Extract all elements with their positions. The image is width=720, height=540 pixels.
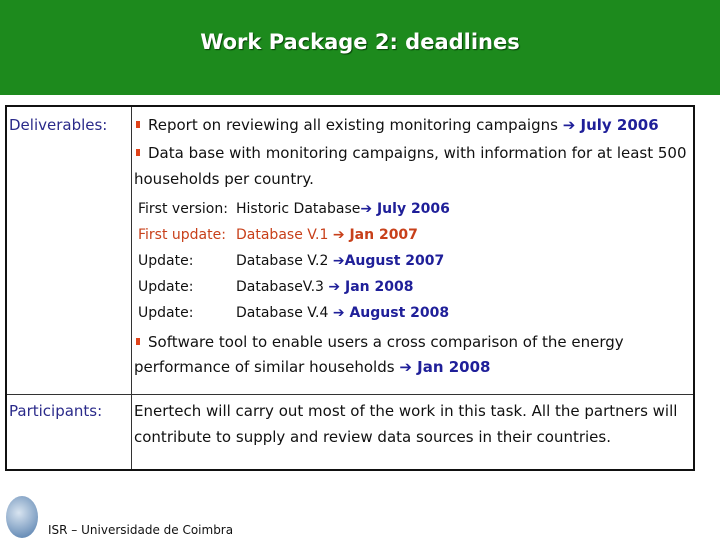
participants-text-2: contribute to supply and review data sources in their countries. <box>134 428 611 446</box>
participants-text-1: Enertech will carry out most of the work in this task. All the partners will <box>134 402 678 420</box>
bullet-icon <box>136 121 140 128</box>
arrow-icon: ➔ <box>399 358 418 376</box>
participants-label: Participants: <box>9 402 103 420</box>
arrow-icon: ➔ <box>332 305 350 321</box>
version-row: Update: Database V.2 ➔August 2007 <box>138 253 445 269</box>
version-row: First update: Database V.1 ➔ Jan 2007 <box>138 227 418 243</box>
deliverable-3-cont: performance of similar households ➔ Jan 2008 <box>134 358 491 376</box>
deadlines-table <box>5 105 695 471</box>
bullet-icon <box>136 338 140 345</box>
version-row: Update: Database V.4 ➔ August 2008 <box>138 305 450 321</box>
row-divider <box>7 394 693 395</box>
deliverable-2-cont: households per country. <box>134 170 314 188</box>
column-divider <box>131 107 132 469</box>
arrow-icon: ➔ <box>332 253 345 269</box>
version-row: First version: Historic Database➔ July 2006 <box>138 201 450 217</box>
deliverable-2: Data base with monitoring campaigns, with information for at least 500 <box>136 144 687 162</box>
arrow-icon: ➔ <box>332 227 350 243</box>
deliverable-3: Software tool to enable users a cross comparison of the energy <box>136 333 624 351</box>
version-row: Update: DatabaseV.3 ➔ Jan 2008 <box>138 279 414 295</box>
arrow-icon: ➔ <box>360 201 377 217</box>
deliverable-1: Report on reviewing all existing monitoring campaigns ➔ July 2006 <box>136 116 659 134</box>
arrow-icon: ➔ <box>328 279 345 295</box>
title-banner <box>0 0 720 95</box>
footer-text: ISR – Universidade de Coimbra <box>48 523 234 537</box>
page-title: Work Package 2: deadlines <box>200 30 520 54</box>
arrow-icon: ➔ <box>562 116 581 134</box>
deliverables-label: Deliverables: <box>9 116 108 134</box>
bullet-icon <box>136 149 140 156</box>
university-seal-logo <box>6 496 38 538</box>
